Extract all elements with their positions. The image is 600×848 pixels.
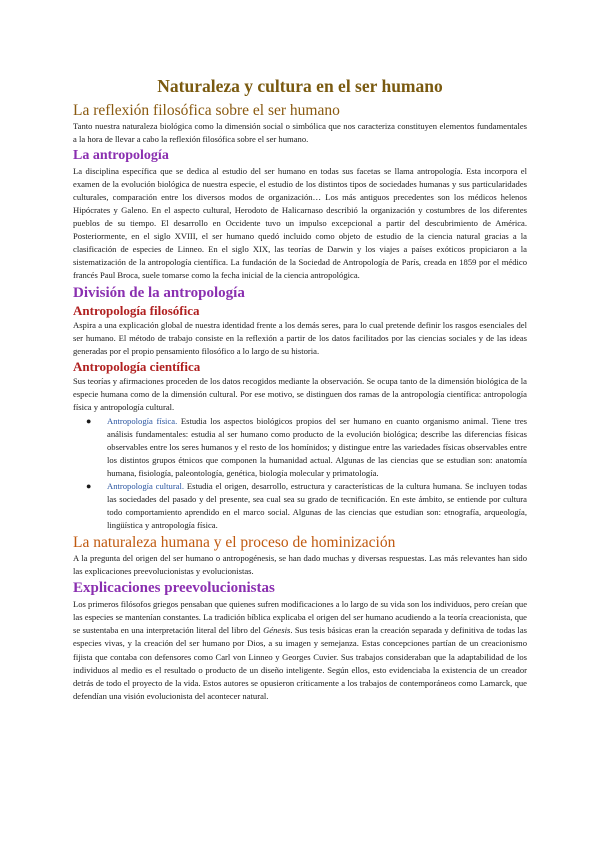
- heading-division: División de la antropología: [73, 284, 245, 301]
- list-item-text: Estudia el origen, desarrollo, estructura y características de la cultura humana. Se incluyen todas las sociedades del pasado y del presente, sea cual sea su grado de tecnificación. En este ámbito, se entiende por cultura todo comportamiento aprendido en el marco social. Algunas de las ciencias que estudian son: etnografía, arqueología, lingüística y antropología física.: [107, 481, 527, 531]
- ramas-list: [73, 415, 527, 532]
- heading-antropologia: La antropología: [73, 148, 169, 164]
- paragraph-part: . Sus tesis básicas eran la creación separada y definitiva de todas las especies vivas, y la creación del ser humano por Dios, a su imagen y semejanza. Estas concepciones partían de un creacionismo fijista que contaba con defensores como Carl von Linneo y Georges Cuvier. Sus trabajos consideraban que la adaptabilidad de los individuos al medio es el resultado o producto de un diseño inteligente. Según ellos, esto evidenciaba la existencia de un creador detrás de todo el proyecto de la vida. Estos autores se opusieron críticamente a los trabajos de contemporáneos como Lamarck, que defendían una visión evolucionista del acontecer natural.: [73, 625, 527, 701]
- heading-antropologia-cientifica: Antropología científica: [73, 358, 201, 374]
- book-title: Génesis: [263, 625, 291, 636]
- bullet-icon: ●: [86, 481, 92, 492]
- list-item: [86, 415, 527, 480]
- document-title: Naturaleza y cultura en el ser humano: [157, 76, 443, 96]
- list-item: [86, 480, 527, 532]
- paragraph-antropologia: La disciplina específica que se dedica al estudio del ser humano en todas sus facetas se llama antropología. Esta incorpora el examen de la evolución biológica de nuestra especie, el estudio de los distintos tipos de sociedades humanas y sus particularidades culturales, comparación entre los diversos modos de organización… Los más antiguos precedentes son los médicos helenos Hipócrates y Galeno. En el aspecto cultural, Herodoto de Halicarnaso describió la organización y costumbres de los diferentes pueblos de su tiempo. El desarrollo en Occidente tuvo un impulso excepcional a partir del descubrimiento de América. Posteriormente, en el siglo XVIII, el ser humano quedó incluido como objeto de estudio de la ciencia natural gracias a la clasificación de especies de Linneo. En el siglo XIX, las teorías de Darwin y los viajes a países exóticos propiciaron a la sistematización de la antropología científica. La fundación de la Sociedad de Antropología de París, creada en 1859 por el médico francés Paul Broca, suele tomarse como la fecha inicial de la ciencia antropológica.: [73, 166, 527, 281]
- list-item-term: Antropología física.: [107, 415, 178, 426]
- heading-hominizacion: La naturaleza humana y el proceso de hominización: [73, 534, 396, 552]
- paragraph-reflexion: Tanto nuestra naturaleza biológica como la dimensión social o simbólica que nos caracteriza constituyen elementos fundamentales a la hora de llevar a cabo la reflexión filosófica sobre el ser humano.: [73, 121, 527, 145]
- list-item-term: Antropología cultural.: [107, 481, 185, 492]
- paragraph-hominizacion: A la pregunta del origen del ser humano o antropogénesis, se han dado muchas y diversas respuestas. Las más relevantes han sido las explicaciones preevolucionistas y evolucionistas.: [73, 553, 527, 577]
- list-item-text: Estudia los aspectos biológicos propios del ser humano en cuanto organismo animal. Tiene tres análisis fundamentales: estudia al ser humano como producto de la evolución biológica; describe las diferencias físicas observables entre los seres humanos y el resto de los homínidos; y distingue entre las variedades físicas observables entre los distintos grupos étnicos que componen la humanidad actual. Algunas de las ciencias que se estudian son: anatomía humana, fisiología, paleontología, genética, biología molecular y primatología.: [107, 415, 527, 478]
- bullet-icon: ●: [86, 415, 92, 426]
- paragraph-antropologia-cientifica: Sus teorías y afirmaciones proceden de los datos recogidos mediante la observación. Se ocupa tanto de la dimensión biológica de la especie humana como de la dimensión cultural. Por ese motivo, se distinguen dos ramas de la antropología científica: antropología física y antropología cultural.: [73, 375, 527, 412]
- paragraph-antropologia-filosofica: Aspira a una explicación global de nuestra identidad frente a los demás seres, para lo cual pretende definir los rasgos esenciales del ser humano. El método de trabajo consiste en la reflexión a partir de los datos facilitados por las ciencias sociales y de las ideas generadas por el propio pensamiento filosófico a lo largo de su historia.: [73, 319, 527, 356]
- heading-reflexion: La reflexión filosófica sobre el ser humano: [73, 102, 340, 119]
- heading-antropologia-filosofica: Antropología filosófica: [73, 302, 200, 318]
- paragraph-preevolucionistas: [73, 598, 527, 702]
- paragraph-part: Los primeros filósofos griegos pensaban que quienes sufren modificaciones a lo largo de su vida son los individuos, pero creían que las especies se mantenían constantes. La tradición bíblica explicaba el origen del ser humano acudiendo a la teoría creacionista, que se sustentaba en una interpretación literal del libro del: [73, 599, 528, 636]
- heading-preevolucionistas: Explicaciones preevolucionistas: [73, 580, 275, 597]
